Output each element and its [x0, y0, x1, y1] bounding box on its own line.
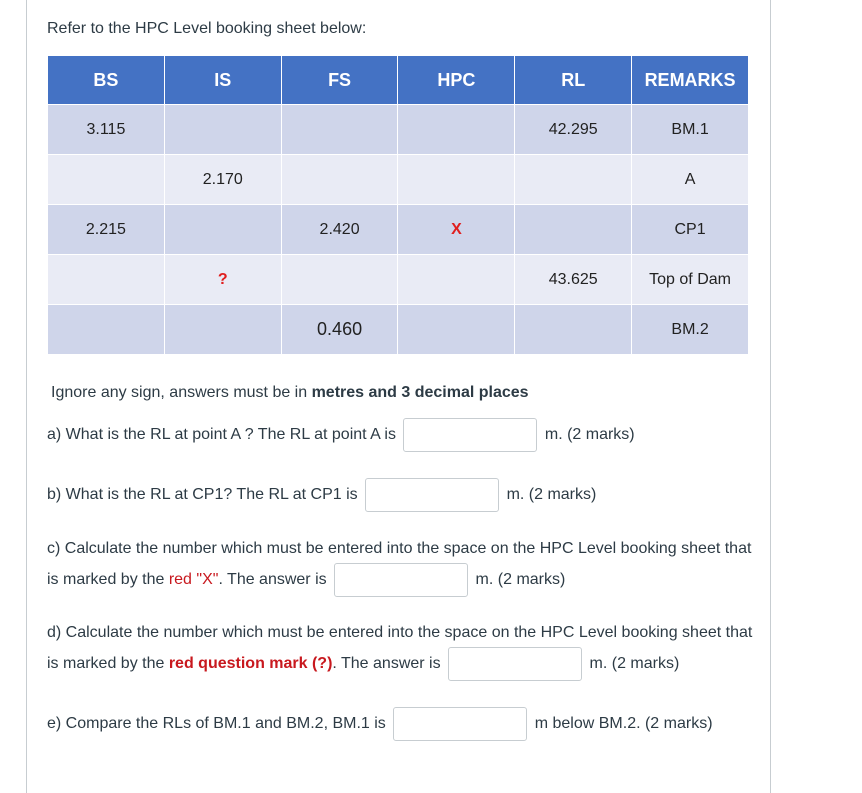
header-hpc: HPC — [398, 56, 515, 105]
note-bold: metres and 3 decimal places — [311, 384, 529, 401]
question-e-text: e) Compare the RLs of BM.1 and BM.2, BM.1 is — [47, 715, 386, 733]
question-c-suffix: m. (2 marks) — [475, 571, 566, 589]
question-b-text: b) What is the RL at CP1? The RL at CP1 is — [47, 486, 358, 504]
question-b — [47, 478, 596, 512]
cell-bs — [48, 155, 165, 205]
cell-is: 2.170 — [164, 155, 281, 205]
cell-hpc — [398, 305, 515, 355]
answer-e-input[interactable] — [393, 707, 527, 741]
answer-format-note — [51, 384, 529, 402]
header-remarks: REMARKS — [632, 56, 749, 105]
cell-fs — [281, 255, 398, 305]
question-c-line1: c) Calculate the number which must be entered into the space on the HPC Level booking sheet that — [47, 540, 752, 557]
header-is: IS — [164, 56, 281, 105]
cell-bs: 3.115 — [48, 105, 165, 155]
cell-remarks: A — [632, 155, 749, 205]
table-row — [48, 305, 749, 355]
question-d-suffix: m. (2 marks) — [589, 655, 680, 673]
cell-hpc — [398, 105, 515, 155]
question-c-highlight: red "X" — [168, 571, 219, 589]
cell-fs — [281, 105, 398, 155]
hpc-booking-table — [47, 55, 749, 355]
question-d — [47, 647, 679, 681]
table-header-row — [48, 56, 749, 105]
question-d-line1: d) Calculate the number which must be entered into the space on the HPC Level booking sheet that — [47, 624, 753, 641]
cell-is-red-question-mark: ? — [164, 255, 281, 305]
cell-fs — [281, 155, 398, 205]
cell-bs: 2.215 — [48, 205, 165, 255]
question-d-highlight: red question mark (?) — [168, 655, 333, 673]
intro-text: Refer to the HPC Level booking sheet below: — [47, 20, 367, 37]
cell-bs — [48, 255, 165, 305]
question-a-suffix: m. (2 marks) — [544, 426, 635, 444]
cell-rl — [515, 305, 632, 355]
cell-remarks: BM.1 — [632, 105, 749, 155]
cell-fs: 0.460 — [281, 305, 398, 355]
cell-rl: 43.625 — [515, 255, 632, 305]
answer-b-input[interactable] — [365, 478, 499, 512]
note-prefix: Ignore any sign, answers must be in — [51, 384, 312, 401]
cell-bs — [48, 305, 165, 355]
table-row — [48, 205, 749, 255]
question-e-suffix: m below BM.2. (2 marks) — [534, 715, 713, 733]
cell-rl: 42.295 — [515, 105, 632, 155]
cell-fs: 2.420 — [281, 205, 398, 255]
question-e — [47, 707, 713, 741]
cell-remarks: BM.2 — [632, 305, 749, 355]
table-row — [48, 255, 749, 305]
question-a-text: a) What is the RL at point A ? The RL at point A is — [47, 426, 396, 444]
cell-remarks: CP1 — [632, 205, 749, 255]
table-row — [48, 155, 749, 205]
cell-is — [164, 305, 281, 355]
cell-is — [164, 105, 281, 155]
cell-rl — [515, 155, 632, 205]
question-c-post: . The answer is — [218, 571, 327, 589]
question-d-post: . The answer is — [332, 655, 441, 673]
question-a — [47, 418, 635, 452]
header-bs: BS — [48, 56, 165, 105]
cell-rl — [515, 205, 632, 255]
cell-is — [164, 205, 281, 255]
cell-remarks: Top of Dam — [632, 255, 749, 305]
question-b-suffix: m. (2 marks) — [506, 486, 597, 504]
cell-hpc-red-x-mark: X — [398, 205, 515, 255]
answer-c-input[interactable] — [334, 563, 468, 597]
cell-hpc — [398, 155, 515, 205]
header-rl: RL — [515, 56, 632, 105]
question-c — [47, 563, 565, 597]
header-fs: FS — [281, 56, 398, 105]
answer-d-input[interactable] — [448, 647, 582, 681]
table-row — [48, 105, 749, 155]
question-c-pre: is marked by the — [47, 571, 169, 589]
question-d-pre: is marked by the — [47, 655, 169, 673]
answer-a-input[interactable] — [403, 418, 537, 452]
cell-hpc — [398, 255, 515, 305]
